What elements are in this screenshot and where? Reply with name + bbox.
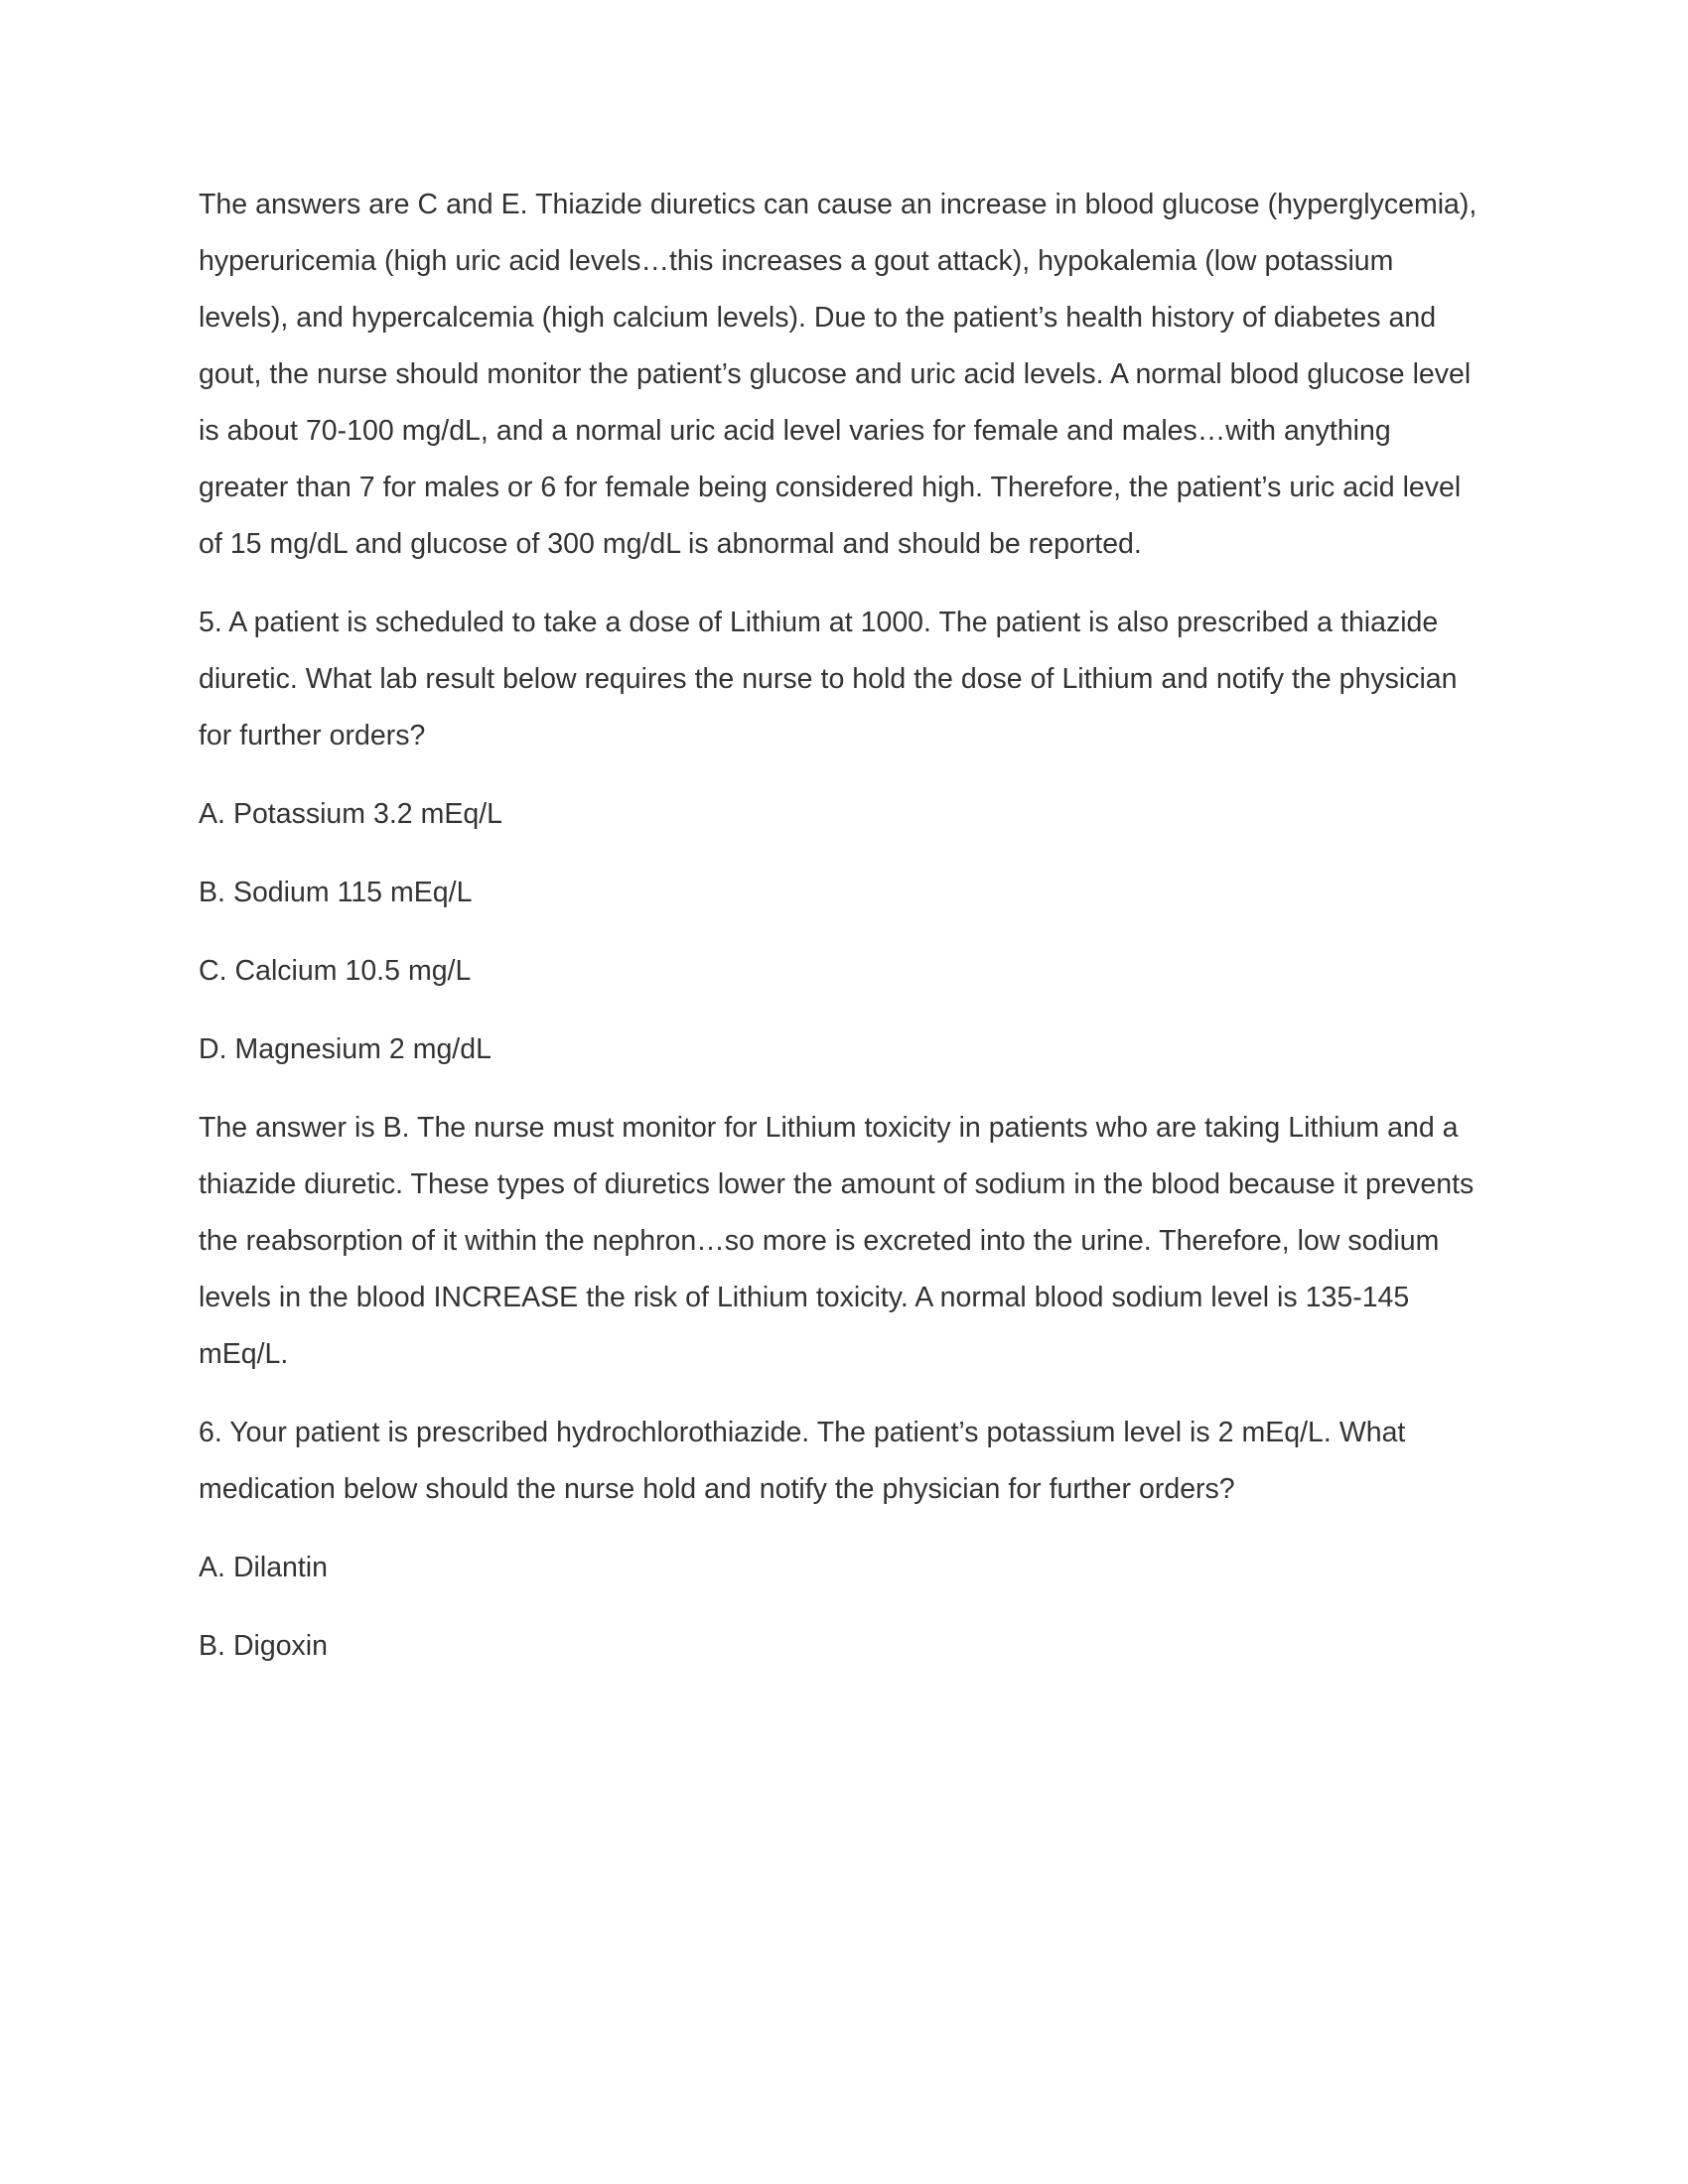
document-text-body — [199, 177, 1481, 1686]
question-5-option-b: B. Sodium 115 mEq/L — [199, 877, 473, 908]
question-5-option-d: D. Magnesium 2 mg/dL — [199, 1033, 492, 1065]
paragraph-spacer — [199, 932, 1481, 943]
paragraph-spacer — [199, 1089, 1481, 1100]
question-6-option-b: B. Digoxin — [199, 1630, 328, 1662]
paragraph-spacer — [199, 854, 1481, 865]
question-5-stem: 5. A patient is scheduled to take a dose of Lithium at 1000. The patient is also prescribed a thiazide diuretic. What lab result below requires the nurse to hold the dose of Lithium and notify the physician for further orders? — [199, 607, 1458, 751]
paragraph-spacer — [199, 584, 1481, 595]
paragraph-spacer — [199, 1607, 1481, 1618]
question-6-stem: 6. Your patient is prescribed hydrochlorothiazide. The patient’s potassium level is 2 mEq/L. What medication below should the nurse hold and notify the physician for further orders? — [199, 1417, 1406, 1505]
explanation-paragraph-question-4: The answers are C and E. Thiazide diuretics can cause an increase in blood glucose (hyperglycemia), hyperuricemia (high uric acid levels…this increases a gout attack), hypokalemia (low potassium levels), and hypercalcemia (high calcium levels). Due to the patient’s health history of diabetes and gout, the nurse should monitor the patient’s glucose and uric acid levels. A normal blood glucose level is about 70-100 mg/dL, and a normal uric acid level varies for female and males…with anything greater than 7 for males or 6 for female being considered high. Therefore, the patient’s uric acid level of 15 mg/dL and glucose of 300 mg/dL is abnormal and should be reported. — [199, 189, 1477, 560]
explanation-paragraph-question-5: The answer is B. The nurse must monitor for Lithium toxicity in patients who are taking Lithium and a thiazide diuretic. These types of diuretics lower the amount of sodium in the blood because it prevents the reabsorption of it within the nephron…so more is excreted into the urine. Therefore, low sodium levels in the blood INCREASE the risk of Lithium toxicity. A normal blood sodium level is 135-145 mEq/L. — [199, 1112, 1475, 1370]
question-5-option-a: A. Potassium 3.2 mEq/L — [199, 798, 503, 830]
question-5-option-c: C. Calcium 10.5 mg/L — [199, 955, 472, 987]
paragraph-spacer — [199, 1529, 1481, 1540]
paragraph-spacer — [199, 1011, 1481, 1022]
paragraph-spacer — [199, 775, 1481, 786]
question-6-option-a: A. Dilantin — [199, 1552, 328, 1583]
paragraph-spacer — [199, 1394, 1481, 1405]
